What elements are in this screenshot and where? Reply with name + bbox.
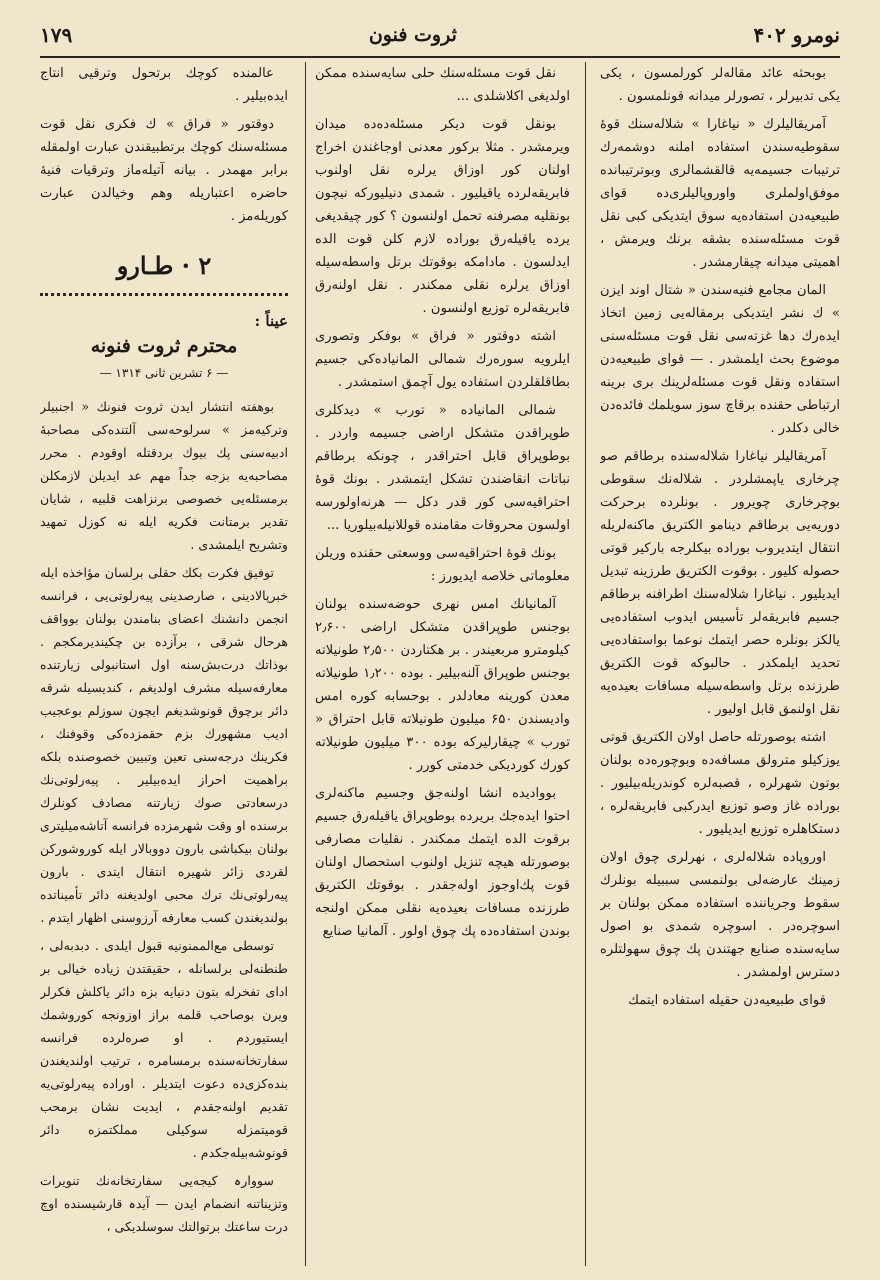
issue-number: نومرو ۴۰۲ [753,23,840,47]
paragraph: المان مجامع فنیه‌سندن « شتال اوند ایزن » ك نشر ایتدیکی برمقاله‌یی زمین اتخاذ ایده‌رك دها غزته‌سی نقل قوت مسئله‌سنی موضوع بحث ایلمشدر . — قوای طبیعیه‌دن استفاده ونقل قوت مسئله‌لرینك بری برینه ارتباطی حقنده برقاچ سوز سویلمك فائده‌دن خالی دکلدر . [600,283,840,436]
paragraph: اوروپاده شلاله‌لری ، نهرلری چوق اولان زمینك عارضه‌لی بولنمسی سببیله بونلرك سقوط وجریاننده استفاده ممکن بولنان بر اسوچره‌در . اسوچره شمدی بو اصول سایه‌سنده صنایع جهتندن پك چوق سهولتلره دسترس اولمشدر . [600,850,840,980]
column-left [40,62,288,1266]
section-separator [40,293,288,296]
paragraph: توفیق فکرت بکك حقلی برلسان مؤاخذه ایله خبرپالادینی ، صارصدینی پیه‌رلوتی‌یی ، فرانسه انجمن دانشنك اعضای بنامندن بولنان بوواقف هرحال شرقی ، برآزده بن چکیندیرمکجم . بوذاتك درت‌بش‌سنه اول استانبولی زیارتنده معارفه‌سیله مشرف اولدیغم ، کندیسیله شرقه دائر برچوق قونوشدیغم ایچون سوزلم بوعجیب ادیب مشهورك بزم حقمزده‌کی وقوفنك ، فکرینك درجه‌سنی تعین وتبیین خصوصنده بلکه براهمیت احراز ایده‌بیلیر . پیه‌رلوتی‌نك درسعادتی صوك زیارتنه مصادف کونلرك برسنده او وقت شهرمزده فرانسه آتاشه‌میلیتری بولنان بیکباشی بارون دووبالار ایله کوروشورکن لقردی زائر شهیره انتقال ایتدی . بارون پیه‌رلوتی‌نك ترك محبی اولدیغنه دائر تأمیناتده بولندیغندن کسب معارفه آرزوسنی اظهار ایتدم . [40,565,288,925]
letter-addressee: محترم ثروت فنونه [90,335,238,357]
journal-title: ثروت فنون [368,24,457,46]
paragraph: بونك قوهٔ احتراقیه‌سی ووسعتی حقنده وریلن معلوماتی خلاصه ایدیورز : [315,546,570,584]
page-number: ۱۷۹ [40,23,73,47]
paragraph: توسطی مع‌الممنونیه قبول ایلدی . دبدبه‌لی ، طنطنه‌لی برلسانله ، حقیقتدن زیاده خیالی بر ادای تفخرله بتون دنیایه بزه دائر یاکلش فکرلر ویرن بوصاحب قلمه براز اوزونجه کوروشمك ایستیوردم . او صره‌لرده فرانسه سفارتخانه‌سنده برمسامره ، ترتیب اولندیغندن بنده‌کزی‌ده دعوت ایتدیلر . اوراده پیه‌رلوتی‌یه تقدیم اولنه‌جقدم ، ایدیت نشان برمحب قومیتمزله سوکیلی مملکتمزه دائر قونوشه‌بیله‌جکدم . [40,938,288,1160]
paragraph: بونقل قوت دیکر مسئله‌ده‌ده میدان ویرمشدر . مثلا برکور معدنی اوجاغندن اخراج اولنان کور اوزاق یرلره نقل اولنوب فابریقه‌لرده یاقیلیور . شمدی دنیلیورکه نیچون بونقلیه مصرفنه تحمل اولنسون ؟ کور چیقدیغی یرده یاقیله‌رق بوراده لازم کلن قوت الده ایدلسون . مادامکه بوقوتك برتل واسطه‌سیله اوزاق یرلره نقلی ممکندر . نقل اولنه‌رق فابریقه‌لره توزیع اولنسون . [315,117,570,316]
paragraph: بووادیده انشا اولنه‌جق وجسیم ماکنه‌لری احتوا ایده‌جك بریرده بوطوپراق یاقیله‌رق جسیم برقوت الده ایتمك ممکندر . نقلیات مصارفی بوصورتله هیچه تنزیل اولنوب استحصال اولنان قوت پك‌اوجوز اوله‌جقدر . بوقوتك الکتریق طرزنده مسافات بعیده‌یه نقلی ممکن اولنجه بوندن استفاده‌ده پك چوق اولور . آلمانیا صنایع [315,786,570,939]
column-right [600,62,840,1266]
page-header [40,18,840,52]
paragraph: آمریقالیلرك « نیاغارا » شلاله‌سنك قوهٔ سقوطیه‌سندن استفاده املنه دوشمه‌رك ترتیبات جسیمه‌یه قالقشمالری وبوترتیبانده موفق‌اولملری واوروپالیلری‌ده قوای طبیعیه‌دن استفاده‌یه سوق ایتدیکی کبی نقل قوت مسئله‌سنده بشقه برنك ویرمش ، اهمیتی میدانه چیقارمشدر . [600,117,840,270]
paragraph: اشته بوصورتله حاصل اولان الکتریق قوتی یوزکیلو مترولق مسافه‌ده وبوچوره‌ده بولنان بوتون شهرلره ، قصبه‌لره کوندریله‌بیلیور . بوراده غاز وصو توزیع ایدرکبی فابریقه‌لره ، دستکاهلره توزیع ایدیلیور . [600,730,840,837]
paragraph: دوقتور « فراق » ك فکری نقل قوت مسئله‌سنك کوچك برتطبیقندن عبارت اولمقله برابر مهمدر . بیانه آتیله‌ماز وترقیات فنیهٔ حاضره اعتباریله وهم وخیالدن عبارت کوریله‌مز . [40,117,288,224]
column-divider [585,62,586,1266]
paragraph: آلمانیانك امس نهری حوضه‌سنده بولنان بوجنس طوپراقدن متشکل اراضی ۲٫۶۰۰ کیلومترو مربعیندر . بر هکتاردن ۲٫۵۰۰ طونیلاته بوجنس طوپراق آلنه‌بیلیر . بوده ۱٫۲۰۰ طونیلاته معدن کورینه معادلدر . بوحسابه کوره امس وادیسندن ۶۵۰ میلیون طونیلاته قابل احتراق « تورب » چیقارلیرکه بوده ۳۰۰ میلیون طونیلاته کورك کوردیکی خدمتی کورر . [315,597,570,773]
letter-heading: عیناً : [254,312,288,330]
paragraph: قوای طبیعیه‌دن حقیله استفاده ایتمك [628,993,826,1008]
paragraph: بوبحثه عائد مقاله‌لر کورلمسون ، یکی یکی تدبیرلر ، تصورلر میدانه قونلمسون . [600,66,840,104]
paragraph: اشته دوقتور « فراق » بوفکر وتصوری ایلرویه سوره‌رك شمالی المانیاده‌کی جسیم بطاقلقلردن استفاده یول آچمق استمشدر . [315,329,570,390]
letter-date: — ۶ تشرین ثانی ۱۳۱۴ — [99,366,229,380]
paragraph: بوهفته انتشار ایدن ثروت فنونك « اجنبیلر وترکیه‌مز » سرلوحه‌سی آلتنده‌کی مصاحبهٔ ادبیه‌سنی پك بیوك بردقتله اوقودم . محرر مصاحبه‌یه بزجه جداً مهم عد ایدیلن لازمکلن برمسئله‌یی خصوصی برنزاهت قلبیه ، شایان تقدیر برمتانت فکریه ایله نه کوزل تمهید وتشریح ایلمشدی . [40,399,288,552]
author-signature: ۲ · طـارو [116,251,212,280]
paragraph: عالمنده کوچك برتحول وترقیی انتاج ایده‌بیلیر . [40,66,288,104]
paragraph: شمالی المانیاده « تورب » دیدکلری طوپراقدن متشکل اراضی جسیمه واردر . بوطوپراق قابل احتراقدر ، چونکه برطاقم نباتات انقاضندن تشکل ایتمشدر . بونك قوهٔ احتراقیه‌سی کور قدر دکل — هرنه‌اولورسه اولسون محروقات مقامنده قوللانیله‌بیلوریا ... [315,403,570,533]
paragraph: آمریقالیلر نیاغارا شلاله‌سنده برطاقم صو چرخاری یاپمشلردر . شلاله‌نك سقوطی بوچرخاری چویرور . بونلرده برحرکت دوریه‌یی برطاقم دینامو الکتریق ماکنه‌لریله انتقال ایتدیروب بوراده بیکلرجه بارکیر قوتی حصوله کلیور . بوقوت الکتریق طرزینه تبدیل ایدیلیور . نیاغارا شلاله‌سنك اطرافنه برطاقم جسیم فابریقه‌لر تأسیس ایدوب استفاده‌یی یالکز بونلره حصر ایتمك نوعما بواستفاده‌یی تحدید ایلمکدر . حالبوکه قوت الکتریق طرزنده برتل واسطه‌سیله مسافات بعیده‌یه نقل اولنمق قابل اولیور . [600,449,840,717]
paragraph: سووارہ کیجه‌یی سفارتخانه‌نك تنویرات وتزیناتنه انضمام ایدن — آیدہ قارشیسنده اوچ درت ساعتك برتوالتك سوسلدیکی ، [40,1173,288,1234]
header-rule [40,56,840,58]
paragraph: نقل قوت مسئله‌سنك حلی سایه‌سنده ممکن اولدیغی اکلاشلدی ... [315,66,570,104]
column-divider [305,62,306,1266]
column-middle [315,62,570,1266]
